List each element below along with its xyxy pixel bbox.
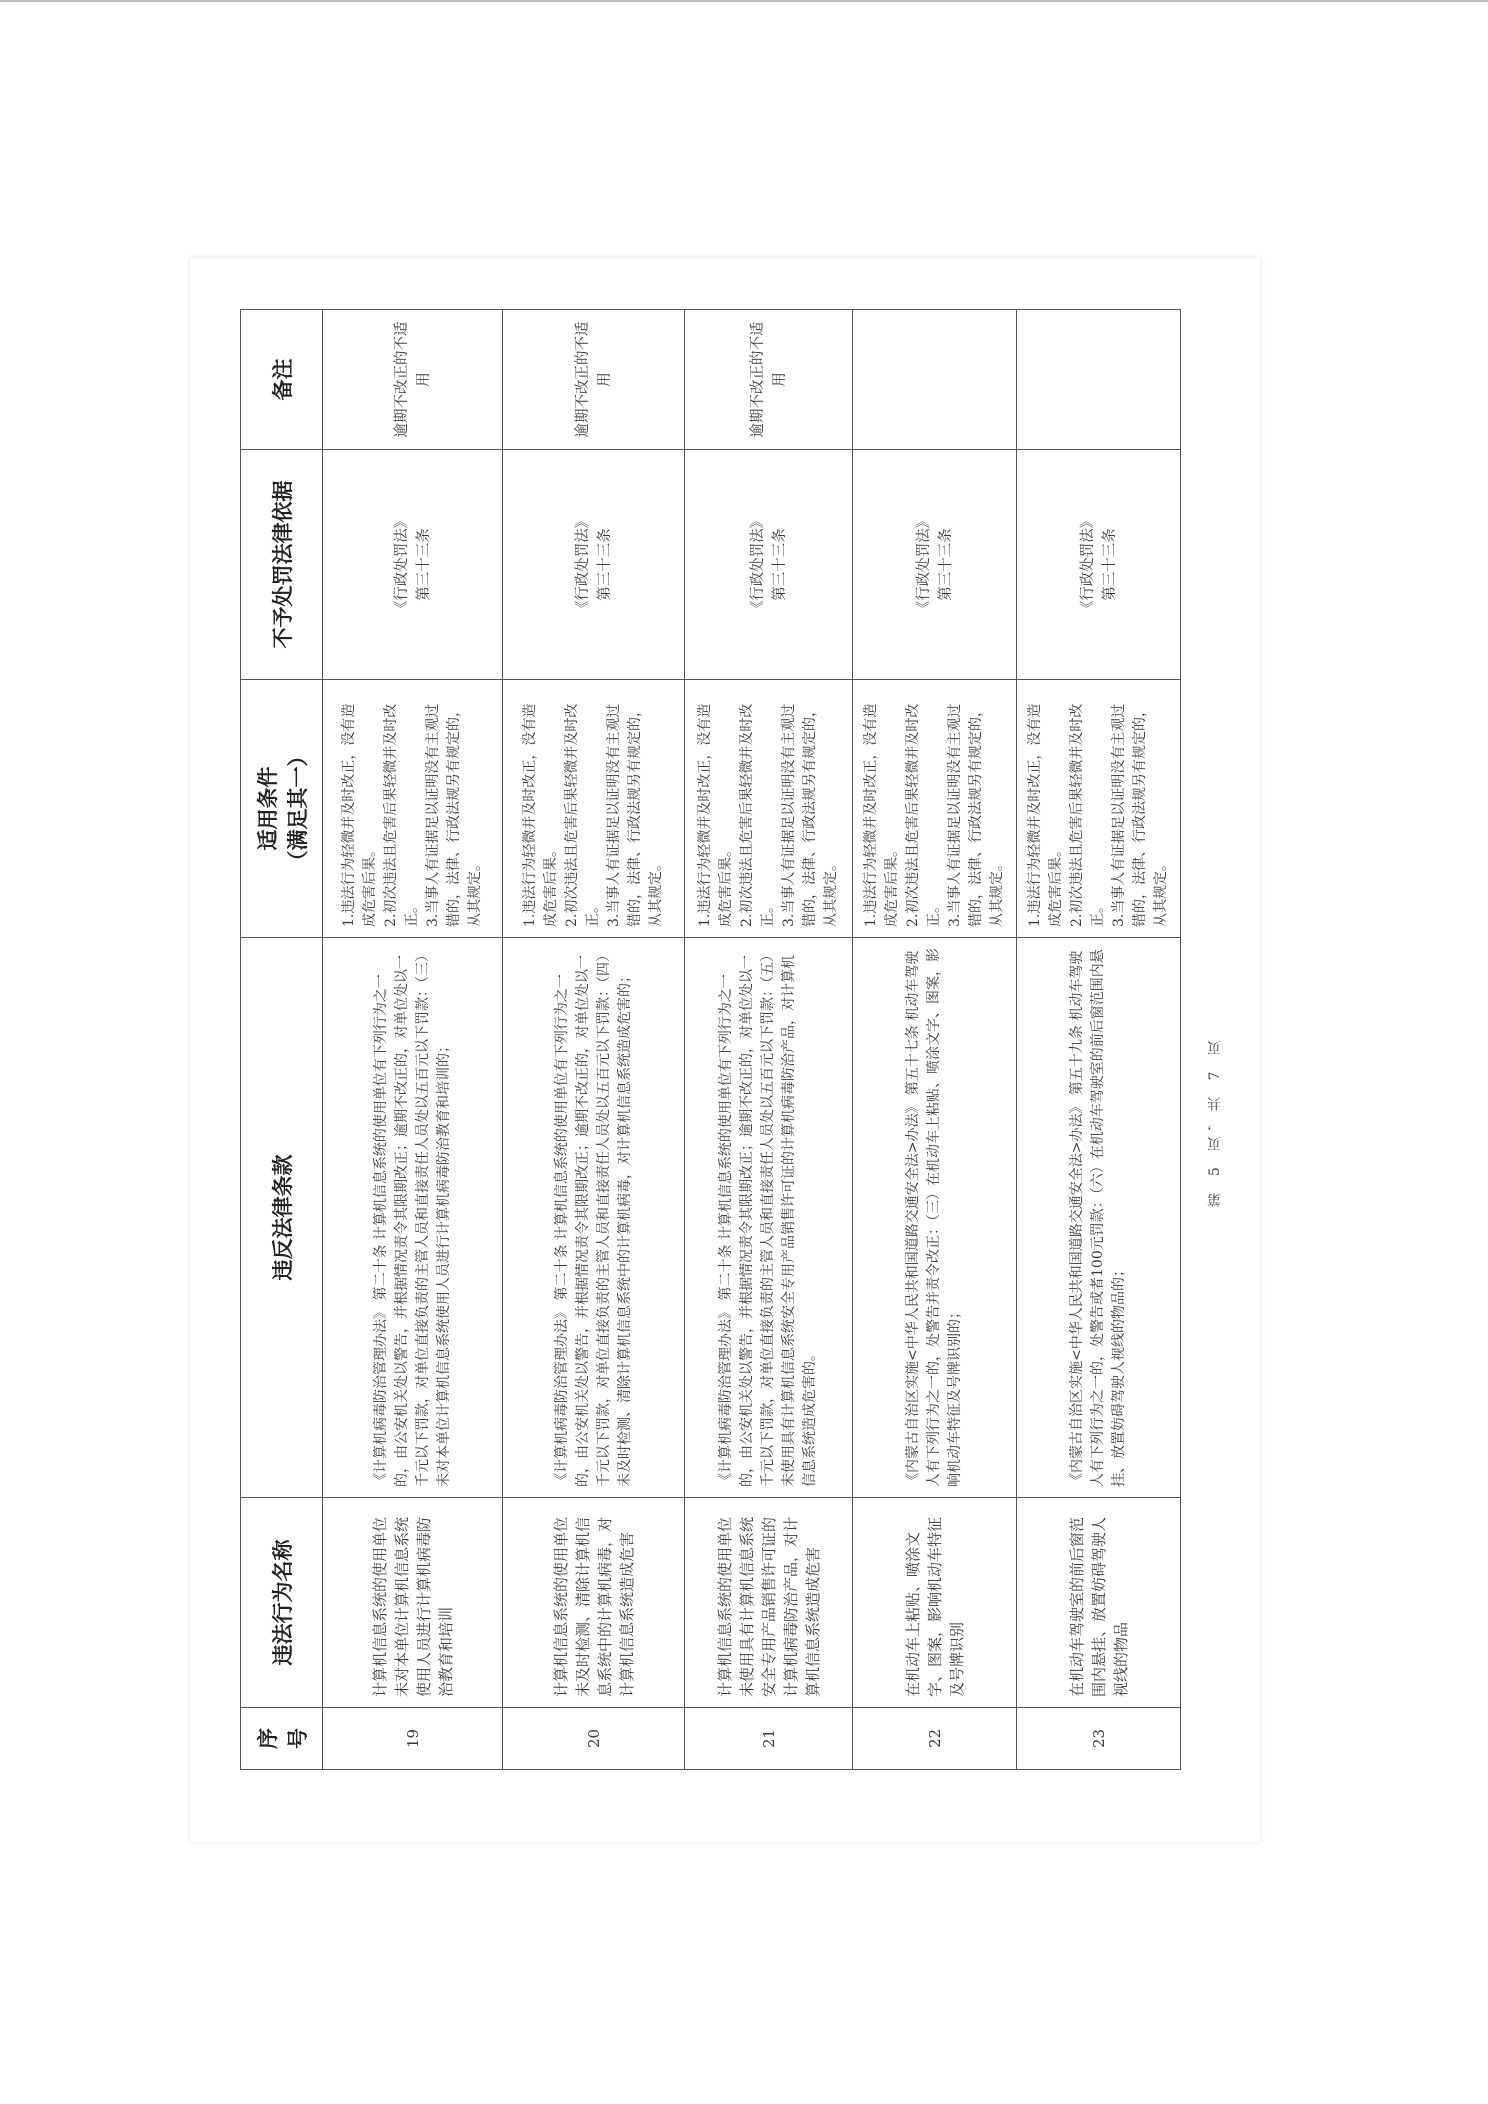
table-row: [323, 310, 503, 1770]
conditions: [853, 680, 1017, 938]
row-number: 21: [685, 1708, 853, 1770]
condition-item: 3.当事人有证据足以证明没有主观过错的，法律、行政法规另有规定的，从其规定。: [947, 703, 1005, 927]
basis-law: 《行政处罚法》: [749, 513, 766, 616]
basis-law: 《行政处罚法》: [915, 513, 932, 616]
legal-basis: [503, 450, 685, 680]
conditions: [323, 680, 503, 938]
condition-item: 1.违法行为轻微并及时改正，没有造成危害后果。: [863, 703, 900, 927]
remark: 逾期不改正的不适用: [685, 310, 853, 450]
remark: 逾期不改正的不适用: [323, 310, 503, 450]
condition-item: 3.当事人有证据足以证明没有主观过错的，法律、行政法规另有规定的，从其规定。: [425, 703, 483, 927]
table-row: [853, 310, 1017, 1770]
violation-name: 在机动车上粘贴、喷涂文字、图案，影响机动车特征及号牌识别: [853, 1498, 1017, 1708]
scan-top-edge: [0, 0, 1488, 2]
basis-article: 第三十三条: [937, 528, 954, 601]
condition-item: 3.当事人有证据足以证明没有主观过错的，法律、行政法规另有规定的，从其规定。: [1111, 703, 1169, 927]
row-number: 23: [1017, 1708, 1181, 1770]
condition-item: 2.初次违法且危害后果轻微并及时改正。: [1069, 703, 1106, 927]
violation-name: 计算机信息系统的使用单位未使用具有计算机信息系统安全专用产品销售许可证的计算机病毒防治产品，对计算机信息系统造成危害: [685, 1498, 853, 1708]
row-number: 19: [323, 1708, 503, 1770]
basis-article: 第三十三条: [771, 528, 788, 601]
header-no: 序号: [241, 1708, 323, 1770]
condition-item: 3.当事人有证据足以证明没有主观过错的，法律、行政法规另有规定的，从其规定。: [606, 703, 664, 927]
violation-name: 在机动车驾驶室的前后窗范围内悬挂、放置妨碍驾驶人视线的物品: [1017, 1498, 1181, 1708]
remark: [1017, 310, 1181, 450]
violation-name: 计算机信息系统的使用单位未及时检测、清除计算机信息系统中的计算机病毒，对计算机信息系统造成危害: [503, 1498, 685, 1708]
table-row: [685, 310, 853, 1770]
condition-item: 3.当事人有证据足以证明没有主观过错的，法律、行政法规另有规定的，从其规定。: [781, 703, 839, 927]
header-basis: 不予处罚法律依据: [241, 450, 323, 680]
law-clause: 《计算机病毒防治管理办法》 第二十条 计算机信息系统的使用单位有下列行为之一的，由公安机关处以警告，并根据情况责令其限期改正；逾期不改正的，对单位处以一千元以下罚款，对单位直接负责的主管人员和直接责任人员处以五百元以下罚款：（五）未使用具有计算机信息系统安全专用产品销售许可证的计算机病毒防治产品，对计算机信息系统造成危害的。: [685, 938, 853, 1498]
legal-basis: [853, 450, 1017, 680]
law-clause: 《内蒙古自治区实施<中华人民共和国道路交通安全法>办法》 第五十九条 机动车驾驶人有下列行为之一的，处警告或者100元罚款：（六）在机动车驾驶室的前后窗范围内悬挂、放置妨碍驾驶人视线的物品的；: [1017, 938, 1181, 1498]
legal-basis: [1017, 450, 1181, 680]
condition-item: 2.初次违法且危害后果轻微并及时改正。: [383, 703, 420, 927]
basis-article: 第三十三条: [596, 528, 613, 601]
condition-item: 1.违法行为轻微并及时改正，没有造成危害后果。: [341, 703, 378, 927]
condition-item: 2.初次违法且危害后果轻微并及时改正。: [564, 703, 601, 927]
law-clause: 《内蒙古自治区实施<中华人民共和国道路交通安全法>办法》 第五十七条 机动车驾驶人有下列行为之一的，处警告并责令改正：（三）在机动车上粘贴、喷涂文字、图案，影响机动车特征及号牌识别的；: [853, 938, 1017, 1498]
condition-item: 1.违法行为轻微并及时改正，没有造成危害后果。: [522, 703, 559, 927]
condition-item: 1.违法行为轻微并及时改正，没有造成危害后果。: [697, 703, 734, 927]
conditions: [685, 680, 853, 938]
row-number: 22: [853, 1708, 1017, 1770]
condition-item: 2.初次违法且危害后果轻微并及时改正。: [905, 703, 942, 927]
basis-law: 《行政处罚法》: [1079, 513, 1096, 616]
basis-law: 《行政处罚法》: [393, 513, 410, 616]
header-condition-line1: 适用条件: [254, 766, 280, 851]
header-condition-line2: （满足其一）: [284, 745, 310, 872]
basis-law: 《行政处罚法》: [574, 513, 591, 616]
legal-basis: [323, 450, 503, 680]
conditions: [503, 680, 685, 938]
legal-basis: [685, 450, 853, 680]
condition-item: 2.初次违法且危害后果轻微并及时改正。: [739, 703, 776, 927]
header-name: 违法行为名称: [241, 1498, 323, 1708]
conditions: [1017, 680, 1181, 938]
law-clause: 《计算机病毒防治管理办法》 第二十条 计算机信息系统的使用单位有下列行为之一的，由公安机关处以警告，并根据情况责令其限期改正；逾期不改正的，对单位处以一千元以下罚款，对单位直接负责的主管人员和直接责任人员处以五百元以下罚款：（四）未及时检测、清除计算机信息系统中的计算机病毒，对计算机信息系统造成危害的；: [503, 938, 685, 1498]
table-row: [1017, 310, 1181, 1770]
table-row: [503, 310, 685, 1770]
rotated-table-container: [240, 310, 1180, 1770]
penalty-exemption-table: [240, 309, 1181, 1770]
header-law: 违反法律条款: [241, 938, 323, 1498]
condition-item: 1.违法行为轻微并及时改正，没有造成危害后果。: [1027, 703, 1064, 927]
basis-article: 第三十三条: [1101, 528, 1118, 601]
header-condition: [241, 680, 323, 938]
row-number: 20: [503, 1708, 685, 1770]
remark: [853, 310, 1017, 450]
header-row: [241, 310, 323, 1770]
basis-article: 第三十三条: [415, 528, 432, 601]
violation-name: 计算机信息系统的使用单位未对本单位计算机信息系统使用人员进行计算机病毒防治教育和培训: [323, 1498, 503, 1708]
header-note: 备注: [241, 310, 323, 450]
remark: 逾期不改正的不适用: [503, 310, 685, 450]
page-footer: 第 5 页，共 7 页: [1207, 1035, 1223, 1207]
law-clause: 《计算机病毒防治管理办法》 第二十条 计算机信息系统的使用单位有下列行为之一的，由公安机关处以警告，并根据情况责令其限期改正；逾期不改正的，对单位处以一千元以下罚款，对单位直接负责的主管人员和直接责任人员处以五百元以下罚款：（三）未对本单位计算机信息系统使用人员进行计算机病毒防治教育和培训的；: [323, 938, 503, 1498]
